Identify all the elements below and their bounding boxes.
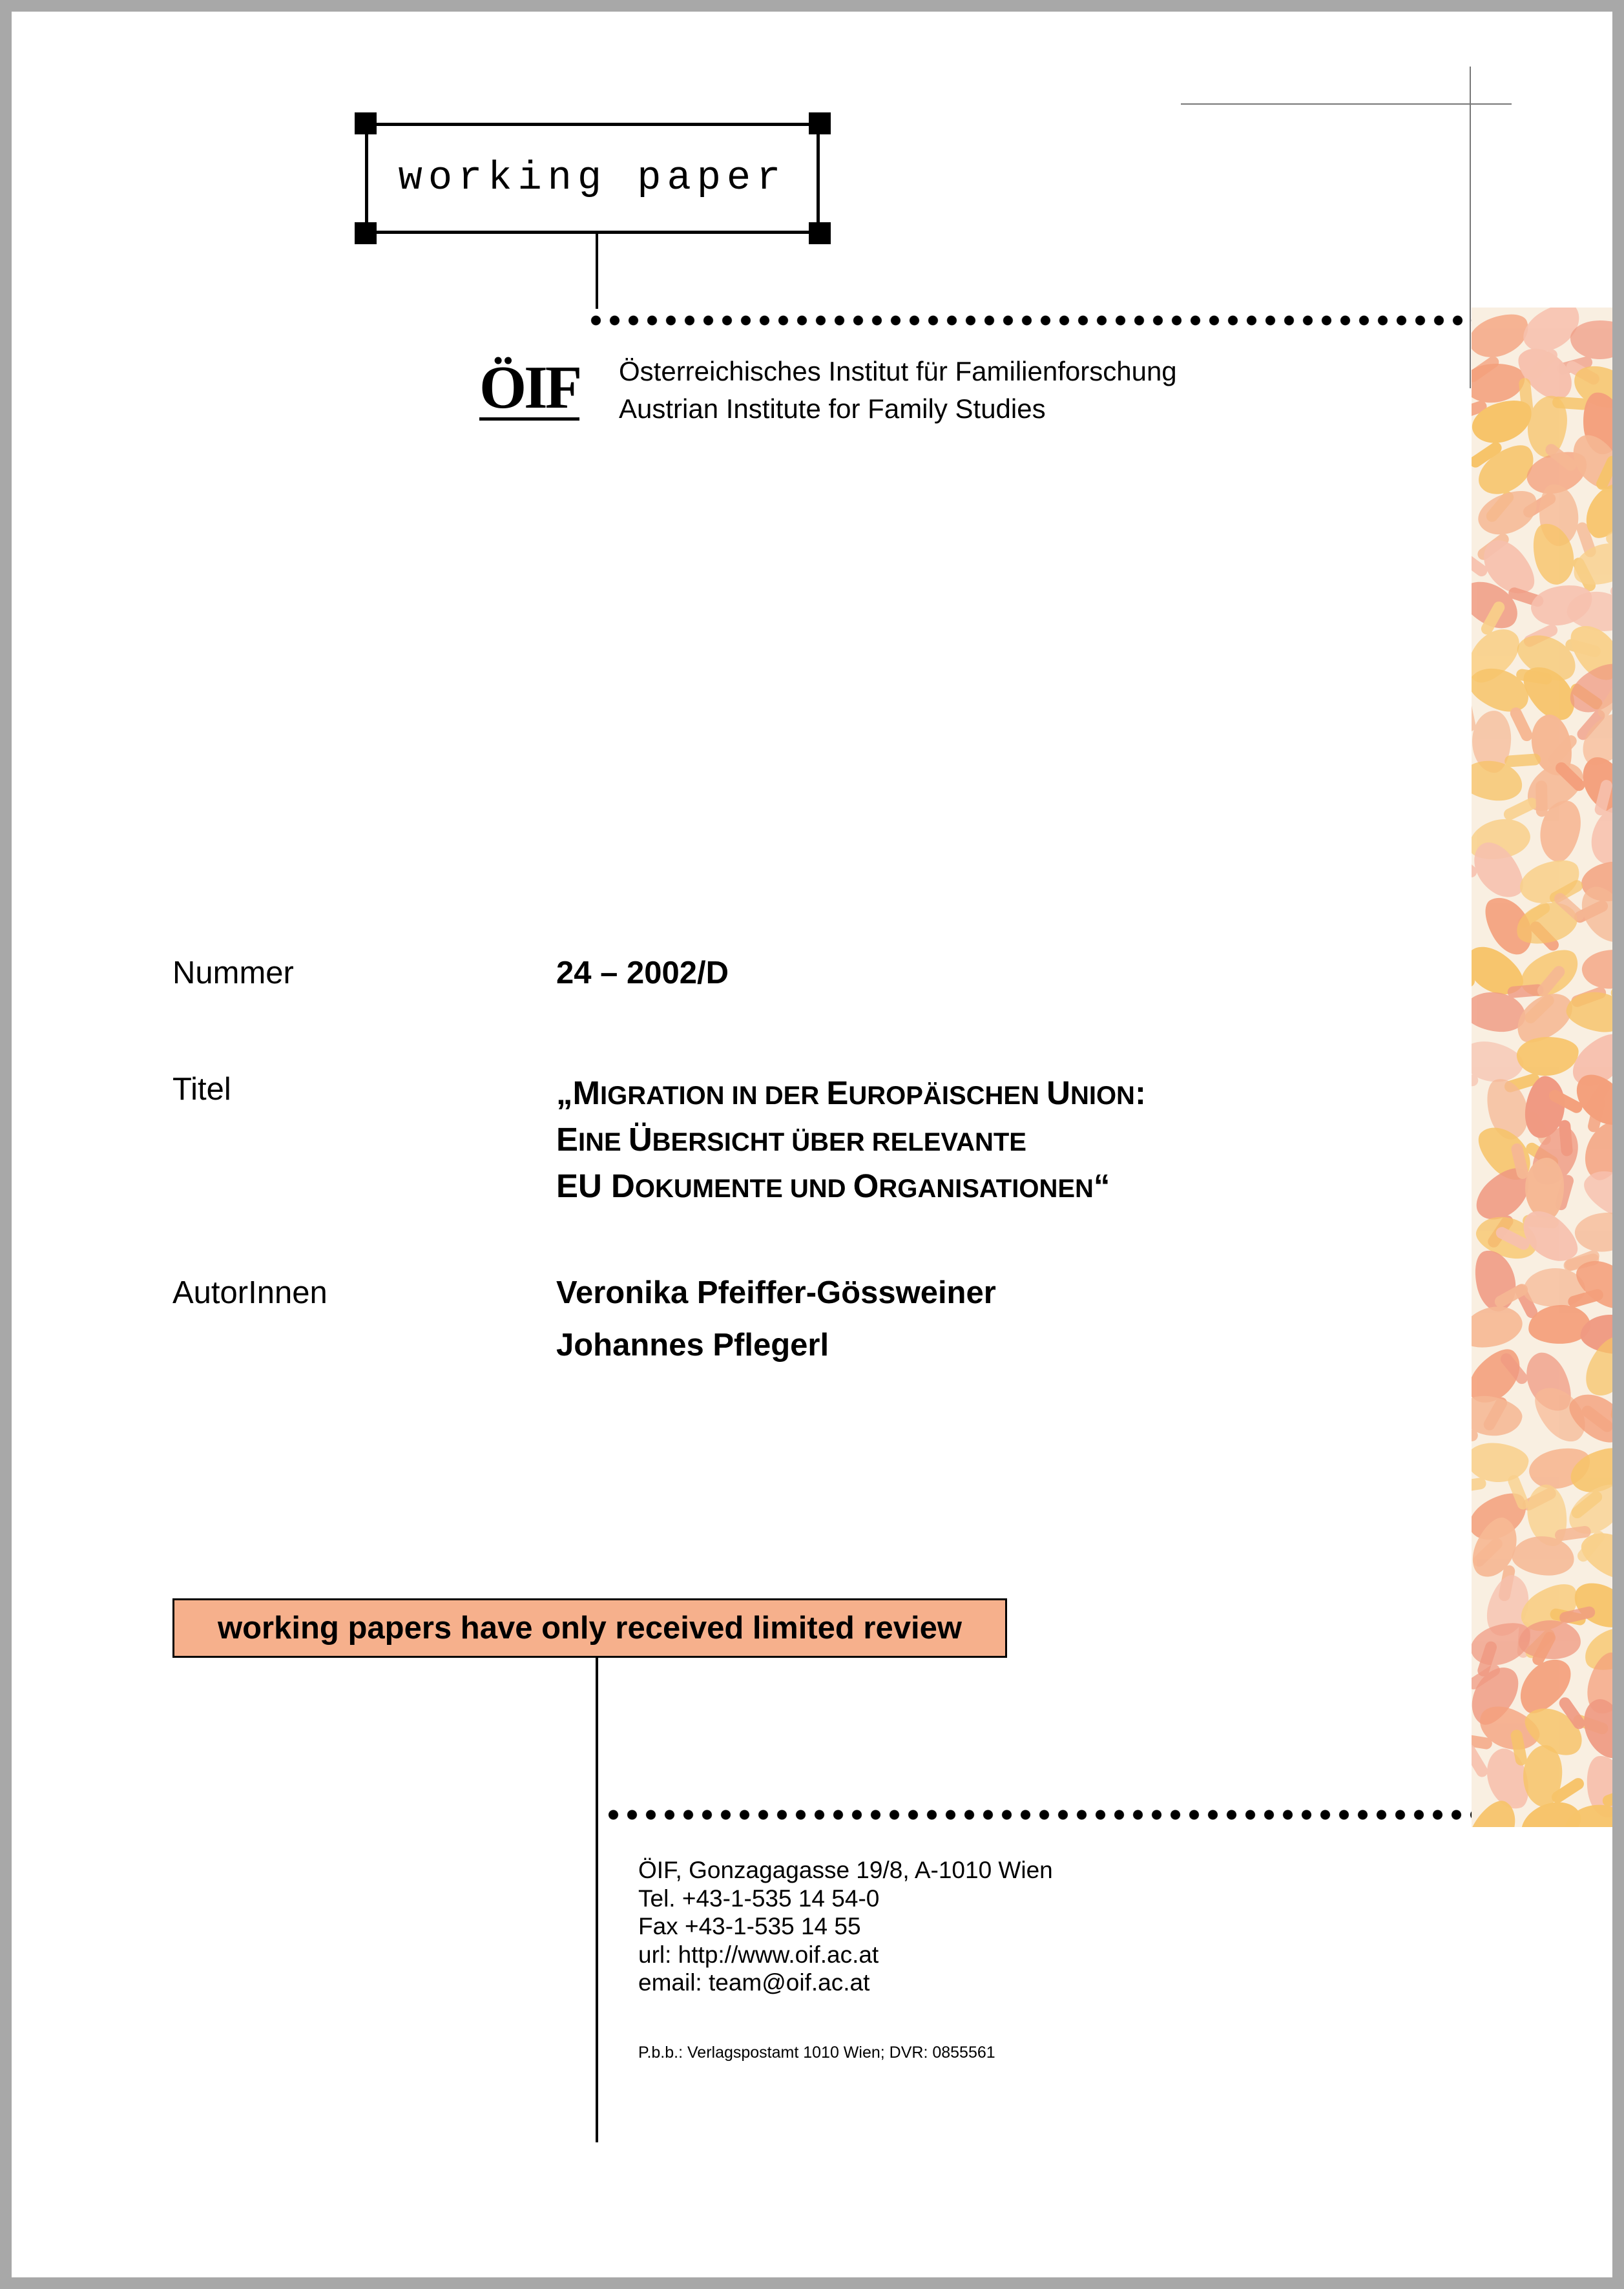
paper-title-line-3 (556, 1164, 1146, 1211)
postal-footer: P.b.b.: Verlagspostamt 1010 Wien; DVR: 0855561 (638, 2043, 995, 2062)
contact-address: ÖIF, Gonzagagasse 19/8, A-1010 Wien (638, 1857, 1053, 1883)
working-paper-badge: working paper (365, 123, 820, 234)
hand-pattern-shape (1525, 1157, 1565, 1220)
title-text-fragment: NION (1070, 1082, 1135, 1110)
title-text-fragment: „M (556, 1074, 600, 1111)
paper-title-line-1 (556, 1071, 1146, 1118)
contact-block (638, 1856, 1053, 1997)
hand-pattern-shape (1573, 1209, 1612, 1255)
title-text-fragment: INE (578, 1128, 629, 1156)
hand-pattern-shape (1472, 1392, 1525, 1441)
title-text-fragment: “ (1093, 1167, 1110, 1204)
institute-name-en: Austrian Institute for Family Studies (619, 393, 1046, 424)
paper-title (556, 1071, 1146, 1211)
oif-logo: ÖIF (479, 354, 580, 421)
number-label: Nummer (172, 956, 294, 990)
title-text-fragment: E (556, 1121, 579, 1158)
hand-pattern-shape (1472, 483, 1545, 543)
hand-pattern-shape (1510, 1534, 1576, 1579)
title-text-fragment: BERSICHT ÜBER RELEVANTE (652, 1128, 1026, 1156)
bottom-connector-line (596, 1658, 598, 2142)
title-label: Titel (172, 1072, 231, 1107)
hand-pattern-shape (1472, 756, 1525, 805)
title-text-fragment: OKUMENTE UND (634, 1175, 853, 1203)
hand-pattern-shape (1534, 797, 1586, 866)
title-text-fragment: U (1046, 1074, 1070, 1111)
title-text-fragment: : (1134, 1074, 1146, 1111)
badge-corner-handle (355, 112, 377, 134)
title-text-fragment: E (826, 1074, 849, 1111)
authors-label: AutorInnen (172, 1275, 328, 1310)
title-text-fragment: RGANISATIONEN (879, 1175, 1094, 1203)
hand-pattern-shape (1580, 946, 1612, 992)
contact-phone: Tel. +43-1-535 14 54-0 (638, 1885, 880, 1912)
paper-title-line-2 (556, 1118, 1146, 1164)
badge-corner-handle (355, 222, 377, 244)
dotted-rule-bottom (604, 1808, 1612, 1821)
hand-pattern-shape (1576, 1693, 1612, 1765)
contact-fax: Fax +43-1-535 14 55 (638, 1913, 861, 1939)
hand-pattern-shape (1563, 987, 1612, 1037)
number-value: 24 – 2002/D (556, 956, 729, 990)
crop-mark-horizontal (1181, 103, 1512, 105)
hand-pattern-shape (1472, 1441, 1530, 1485)
limited-review-notice: working papers have only received limited review (172, 1598, 1007, 1658)
badge-corner-handle (809, 112, 831, 134)
title-text-fragment: UROPÄISCHEN (848, 1082, 1047, 1110)
hand-pattern-shape (1472, 1300, 1526, 1354)
author-name: Veronika Pfeiffer-Gössweiner (556, 1275, 996, 1310)
author-name: Johannes Pflegerl (556, 1328, 829, 1363)
title-text-fragment: EU D (556, 1167, 635, 1204)
title-text-fragment: Ü (628, 1121, 652, 1158)
title-text-fragment: IGRATION IN DER (599, 1082, 827, 1110)
cover-page (12, 12, 1612, 2277)
title-text-fragment: O (853, 1167, 879, 1204)
badge-corner-handle (809, 222, 831, 244)
decorative-hands-strip (1472, 308, 1612, 1827)
dotted-rule-top (587, 314, 1612, 327)
crop-mark-vertical (1470, 67, 1471, 388)
institute-name-de: Österreichisches Institut für Familienforschung (619, 356, 1177, 386)
contact-email: email: team@oif.ac.at (638, 1969, 870, 1996)
contact-url: url: http://www.oif.ac.at (638, 1941, 879, 1968)
institute-name (619, 353, 1177, 428)
badge-connector-line (596, 234, 598, 309)
